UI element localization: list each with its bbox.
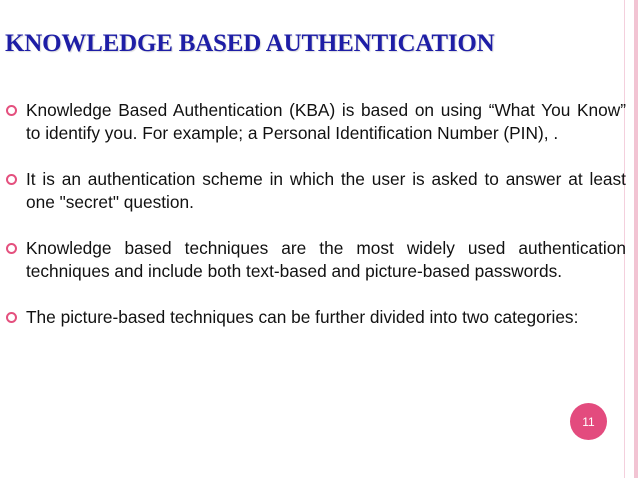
slide-title: KNOWLEDGE BASED AUTHENTICATION [5,30,495,57]
bullet-circle-icon [6,174,17,185]
bullet-circle-icon [6,243,17,254]
bullet-text: Knowledge based techniques are the most widely used authentication techniques and include both text-based and picture-based passwords. [26,238,626,281]
bullet-item [0,99,626,145]
right-border-strip [634,0,638,478]
bullet-item [0,168,626,214]
bullet-list [0,99,626,329]
bullet-text: Knowledge Based Authentication (KBA) is based on using “What You Know” to identify you. For example; a Personal Identification Number (PIN), . [26,100,626,143]
bullet-circle-icon [6,312,17,323]
page-number-badge: 11 [570,403,607,440]
bullet-circle-icon [6,105,17,116]
bullet-text: The picture-based techniques can be further divided into two categories: [26,307,579,327]
bullet-item [0,306,626,329]
bullet-item [0,237,626,283]
bullet-text: It is an authentication scheme in which the user is asked to answer at least one "secret" question. [26,169,626,212]
